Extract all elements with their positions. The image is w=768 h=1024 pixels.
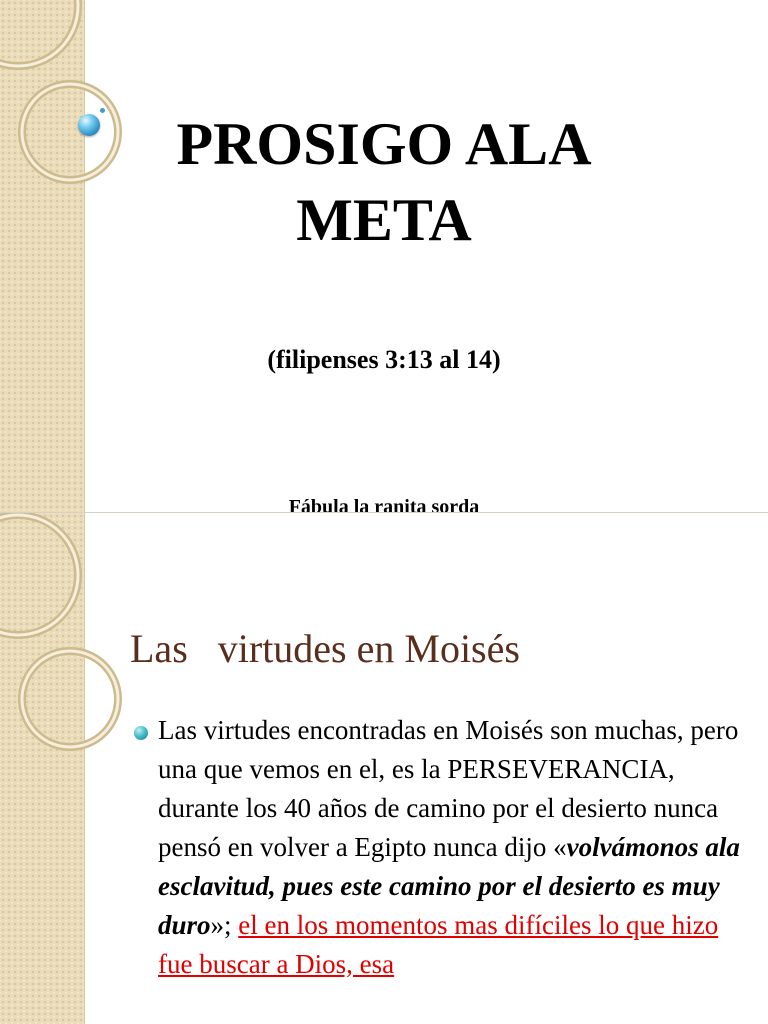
decorative-rings xyxy=(0,513,140,773)
section-heading: Las virtudes en Moisés xyxy=(130,626,520,671)
bullet-text: Las virtudes encontradas en Moisés son muchas, pero una que vemos en el, es la PERSEVERANCIA, durante los 40 años de camino por el desierto nunca pensó en volver a Egipto nunca dijo « xyxy=(158,715,739,862)
bullet-text-close: »; xyxy=(210,910,239,940)
slide-virtues xyxy=(0,512,768,1024)
bullet-text-red: el en los momentos mas difíciles lo que hizo fue buscar a Dios, esa xyxy=(158,910,719,979)
scripture-reference: (filipenses 3:13 al 14) xyxy=(267,345,501,374)
fable-title: Fábula la ranita sorda xyxy=(288,496,480,512)
page-title: PROSIGO ALA META xyxy=(176,111,592,253)
bullet-icon xyxy=(134,726,148,740)
bullet-quote-italic: volvámonos ala esclavitud, pues este camino por el desierto es muy duro xyxy=(158,832,740,940)
bullet-paragraph xyxy=(158,711,748,984)
